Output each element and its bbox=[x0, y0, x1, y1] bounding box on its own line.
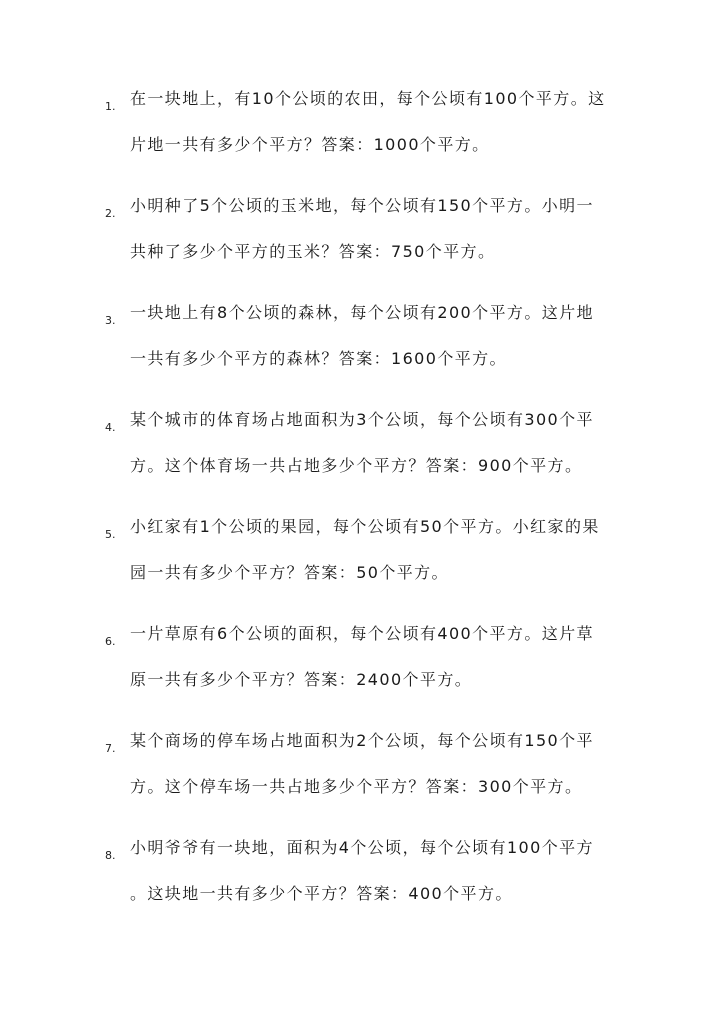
question-number: 1. bbox=[105, 100, 116, 113]
question-number: 8. bbox=[105, 849, 116, 862]
question-text-line: 片地一共有多少个平方？答案：1000个平方。 bbox=[130, 135, 490, 154]
question-text-line: 小明爷爷有一块地，面积为4个公顷，每个公顷有100个平方 bbox=[130, 838, 594, 857]
question-text-line: 在一块地上，有10个公顷的农田，每个公顷有100个平方。这 bbox=[130, 89, 606, 108]
question-number: 5. bbox=[105, 528, 116, 541]
question-number: 6. bbox=[105, 635, 116, 648]
question-number: 7. bbox=[105, 742, 116, 755]
question-item bbox=[103, 623, 643, 724]
question-item bbox=[103, 409, 643, 510]
question-number: 4. bbox=[105, 421, 116, 434]
question-text-line: 某个城市的体育场占地面积为3个公顷，每个公顷有300个平 bbox=[130, 410, 594, 429]
question-text-line: 园一共有多少个平方？答案：50个平方。 bbox=[130, 563, 449, 582]
question-item bbox=[103, 195, 643, 296]
question-item bbox=[103, 302, 643, 403]
question-text-line: 原一共有多少个平方？答案：2400个平方。 bbox=[130, 670, 473, 689]
question-item bbox=[103, 730, 643, 831]
question-text-line: 方。这个停车场一共占地多少个平方？答案：300个平方。 bbox=[130, 777, 583, 796]
question-item bbox=[103, 516, 643, 617]
question-text-line: 小明种了5个公顷的玉米地，每个公顷有150个平方。小明一 bbox=[130, 196, 594, 215]
question-number: 3. bbox=[105, 314, 116, 327]
question-list bbox=[103, 82, 643, 938]
question-text-line: 。这块地一共有多少个平方？答案：400个平方。 bbox=[130, 884, 513, 903]
question-number: 2. bbox=[105, 207, 116, 220]
question-text-line: 方。这个体育场一共占地多少个平方？答案：900个平方。 bbox=[130, 456, 583, 475]
question-text-line: 一片草原有6个公顷的面积，每个公顷有400个平方。这片草 bbox=[130, 624, 594, 643]
question-item bbox=[103, 88, 643, 189]
question-text-line: 共种了多少个平方的玉米？答案：750个平方。 bbox=[130, 242, 496, 261]
question-item bbox=[103, 837, 643, 938]
question-text-line: 一块地上有8个公顷的森林，每个公顷有200个平方。这片地 bbox=[130, 303, 594, 322]
question-text-line: 小红家有1个公顷的果园，每个公顷有50个平方。小红家的果 bbox=[130, 517, 600, 536]
question-text-line: 某个商场的停车场占地面积为2个公顷，每个公顷有150个平 bbox=[130, 731, 594, 750]
question-text-line: 一共有多少个平方的森林？答案：1600个平方。 bbox=[130, 349, 507, 368]
